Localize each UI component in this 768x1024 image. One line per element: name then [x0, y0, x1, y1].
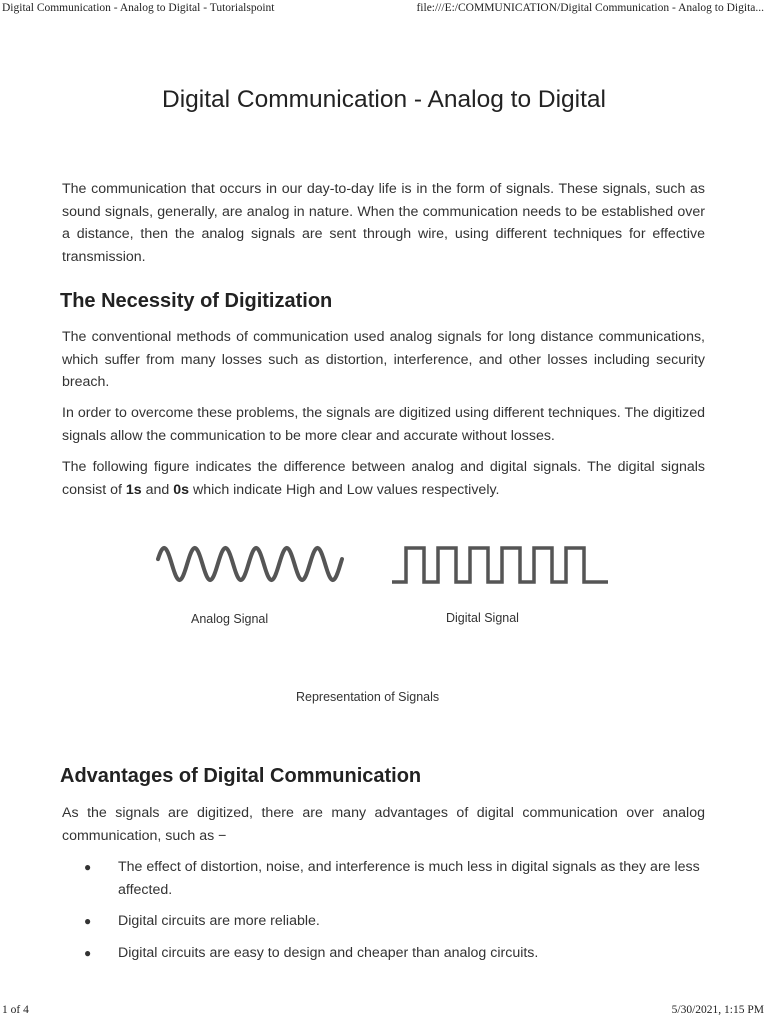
- page-number: 1 of 4: [2, 1004, 29, 1016]
- p3-bold-ones: 1s: [125, 481, 142, 498]
- list-item-text: Digital circuits are more reliable.: [118, 913, 320, 929]
- p3-prefix: The following figure indicates the difference between analog and digital signals. The digital signals consist of: [62, 459, 705, 498]
- figure-caption: Representation of Signals: [296, 690, 440, 704]
- bullet-dot-icon: ●: [84, 860, 92, 874]
- necessity-paragraph-1: The conventional methods of communication used analog signals for long distance communications, which suffer from many losses such as distortion, interference, and other losses including security breach.: [62, 329, 705, 390]
- necessity-section-2: [62, 402, 705, 447]
- print-header: [2, 2, 764, 18]
- advantages-heading: Advantages of Digital Communication: [60, 765, 422, 787]
- necessity-paragraph-3: [62, 456, 705, 501]
- advantages-list: [62, 856, 705, 964]
- list-item-text: Digital circuits are easy to design and cheaper than analog circuits.: [118, 944, 539, 961]
- intro-section: [62, 178, 705, 268]
- print-footer: [2, 1004, 764, 1020]
- list-item: [62, 910, 705, 933]
- bullet-dot-icon: ●: [84, 945, 92, 960]
- page-title: Digital Communication - Analog to Digital: [162, 86, 606, 113]
- p3-bold-zeros: 0s: [173, 481, 189, 498]
- print-datetime: 5/30/2021, 1:15 PM: [671, 1004, 764, 1016]
- list-item: [62, 942, 705, 965]
- signals-figure: [150, 536, 620, 596]
- necessity-heading: The Necessity of Digitization: [60, 290, 333, 312]
- digital-signal-wave: [392, 548, 608, 582]
- analog-signal-label: Analog Signal: [191, 612, 269, 626]
- list-item-text: The effect of distortion, noise, and interference is much less in digital signals as they are less affected.: [118, 859, 700, 898]
- print-header-title: Digital Communication - Analog to Digital - Tutorialspoint: [2, 2, 275, 14]
- list-item: [62, 856, 705, 901]
- advantages-intro: As the signals are digitized, there are many advantages of digital communication over analog communication, such as −: [62, 805, 705, 844]
- digital-signal-label: Digital Signal: [446, 611, 519, 625]
- print-header-url: file:///E:/COMMUNICATION/Digital Communication - Analog to Digita...: [416, 2, 764, 14]
- advantages-section: [62, 802, 705, 847]
- intro-paragraph: The communication that occurs in our day-to-day life is in the form of signals. These signals, such as sound signals, generally, are analog in nature. When the communication needs to be established over a distance, then the analog signals are sent through wire, using different techniques for effective transmission.: [62, 181, 705, 265]
- necessity-section: [62, 326, 705, 394]
- analog-signal-wave: [158, 548, 342, 580]
- necessity-section-3: [62, 456, 705, 501]
- bullet-dot-icon: ●: [84, 914, 92, 928]
- p3-suffix: which indicate High and Low values respectively.: [189, 481, 500, 498]
- p3-mid: and: [141, 481, 174, 498]
- necessity-paragraph-2: In order to overcome these problems, the signals are digitized using different techniques. The digitized signals allow the communication to be more clear and accurate without losses.: [62, 405, 705, 444]
